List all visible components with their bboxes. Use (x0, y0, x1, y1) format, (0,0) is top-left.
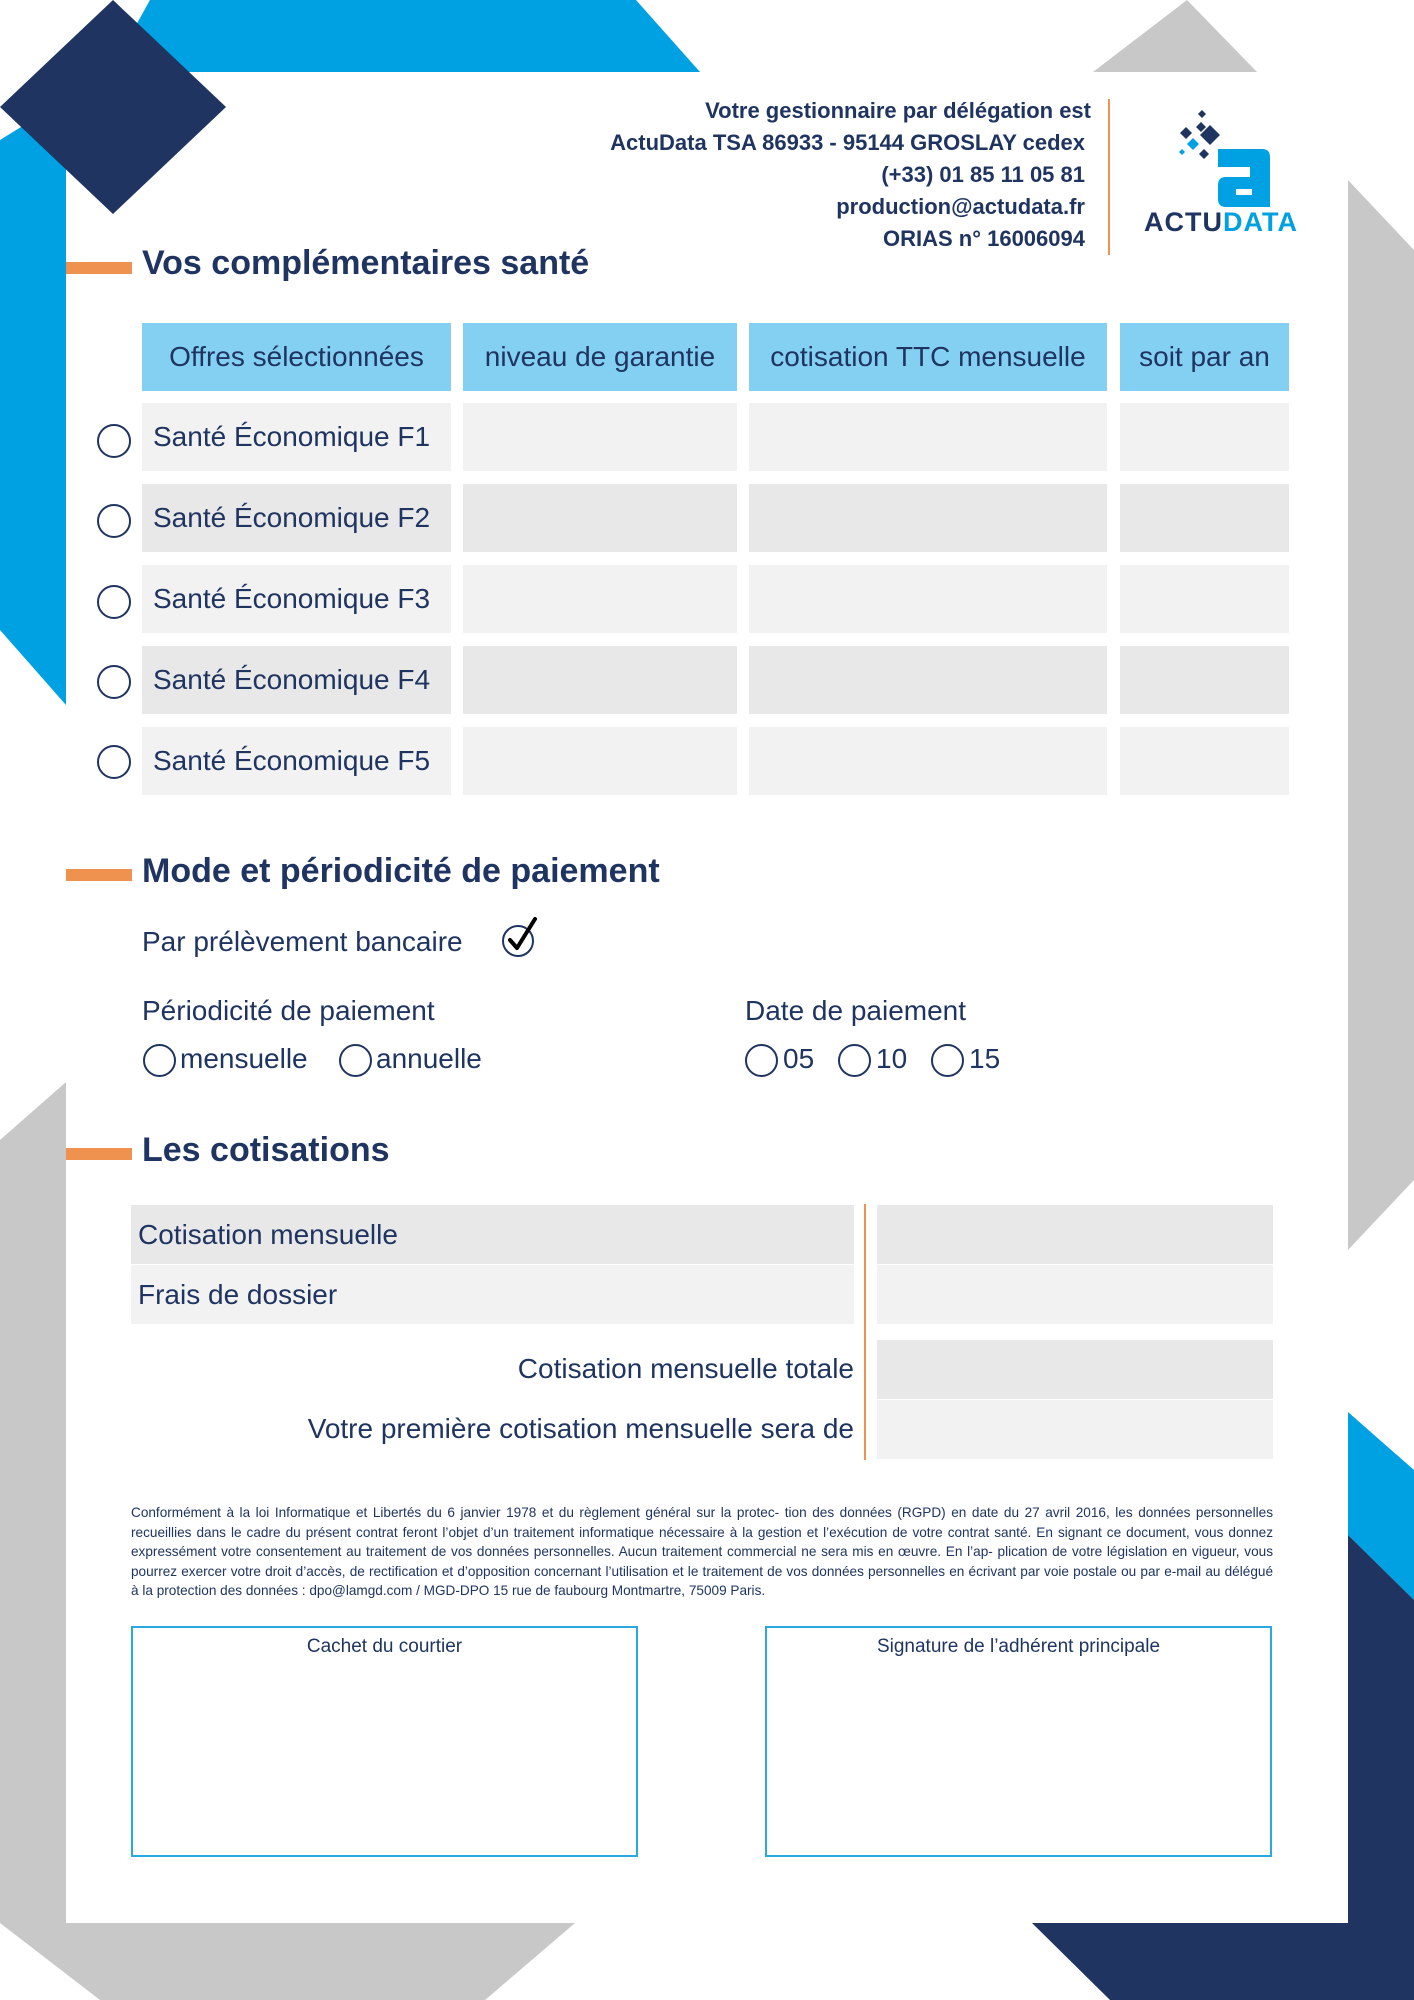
offer-par-an-f4[interactable] (1120, 646, 1289, 714)
offer-radio-f2[interactable] (97, 504, 131, 538)
offer-cotisation-f4[interactable] (749, 646, 1107, 714)
periodicite-radio-mensuelle[interactable] (143, 1044, 176, 1077)
periodicite-option-mensuelle: mensuelle (180, 1043, 308, 1074)
periodicite-option-annuelle: annuelle (376, 1043, 482, 1074)
offer-label-f4: Santé Économique F4 (142, 646, 451, 714)
section-title-cotisations: Les cotisations (142, 1131, 390, 1169)
signature-adherent-title: Signature de l’adhérent principale (876, 1636, 1161, 1657)
manager-phone: (+33) 01 85 11 05 81 (881, 162, 1085, 187)
offer-niveau-f3[interactable] (463, 565, 737, 633)
periodicite-label: Périodicité de paiement (142, 995, 435, 1026)
offer-radio-f4[interactable] (97, 665, 131, 699)
cotisation-mensuelle-label: Cotisation mensuelle (131, 1205, 854, 1264)
signature-adherent-box[interactable] (765, 1626, 1272, 1857)
offer-niveau-f5[interactable] (463, 727, 737, 795)
actudata-logo-icon (1170, 105, 1306, 211)
periodicite-radio-annuelle[interactable] (339, 1044, 372, 1077)
cachet-courtier-title: Cachet du courtier (306, 1636, 463, 1657)
actudata-logo-text: ACTUDATA (1144, 207, 1298, 237)
date-radio-15[interactable] (931, 1044, 964, 1077)
prelevement-label: Par prélèvement bancaire (142, 926, 463, 957)
offer-par-an-f2[interactable] (1120, 484, 1289, 552)
offer-niveau-f4[interactable] (463, 646, 737, 714)
offer-cotisation-f5[interactable] (749, 727, 1107, 795)
offer-radio-f5[interactable] (97, 745, 131, 779)
offer-par-an-f5[interactable] (1120, 727, 1289, 795)
legal-notice: Conformément à la loi Informatique et Libertés du 6 janvier 1978 et du règlement général sur la protec- tion des données (RGPD) en date du 27 avril 2016, les données personnelles recueillies dans le cadre du présent contrat feront l’objet d’un traitement informatique nécessaire à la gestion et l’exécution de votre contrat santé. En signant ce document, vous donnez expressément votre consentement au traitement de vos données personnelles. Aucun traitement commercial ne sera mis en œuvre. En l’ap- plication de votre législation en vigueur, vous pourrez exercer votre droit d’accès, de rectification et d’opposition concernant l’utilisation et le traitement de vos données personnelles en écrivant par voie postale ou par e-mail au délégué à la protection des données : dpo@lamgd.com / MGD-DPO 15 rue de faubourg Montmartre, 75009 Paris. (131, 1505, 1273, 1599)
date-radio-05[interactable] (745, 1044, 778, 1077)
offer-cotisation-f3[interactable] (749, 565, 1107, 633)
offer-radio-f3[interactable] (97, 585, 131, 619)
offer-radio-f1[interactable] (97, 424, 131, 458)
offer-niveau-f2[interactable] (463, 484, 737, 552)
frais-dossier-label: Frais de dossier (131, 1265, 854, 1324)
date-option-10: 10 (876, 1043, 908, 1074)
date-option-05: 05 (783, 1043, 815, 1074)
offer-label-f5: Santé Économique F5 (142, 727, 451, 795)
cotisation-totale-value[interactable] (877, 1340, 1273, 1399)
offer-label-f1: Santé Économique F1 (142, 403, 451, 471)
manager-address: ActuData TSA 86933 - 95144 GROSLAY cedex (610, 130, 1085, 155)
offer-cotisation-f2[interactable] (749, 484, 1107, 552)
offer-label-f2: Santé Économique F2 (142, 484, 451, 552)
date-option-15: 15 (969, 1043, 1001, 1074)
premiere-cotisation-label: Votre première cotisation mensuelle sera de (307, 1413, 854, 1444)
cotisation-mensuelle-value[interactable] (877, 1205, 1273, 1264)
date-radio-10[interactable] (838, 1044, 871, 1077)
manager-orias: ORIAS n° 16006094 (882, 226, 1085, 251)
cachet-courtier-box[interactable] (131, 1626, 638, 1857)
section-title-sante: Vos complémentaires santé (142, 244, 590, 282)
offer-cotisation-f1[interactable] (749, 403, 1107, 471)
header-separator (1108, 99, 1110, 255)
premiere-cotisation-value[interactable] (877, 1400, 1273, 1459)
section-marker (66, 262, 132, 274)
offer-par-an-f1[interactable] (1120, 403, 1289, 471)
offer-par-an-f3[interactable] (1120, 565, 1289, 633)
section-marker (66, 869, 132, 881)
column-header-offres: Offres sélectionnées (142, 323, 451, 391)
date-paiement-label: Date de paiement (745, 995, 967, 1026)
offer-label-f3: Santé Économique F3 (142, 565, 451, 633)
cotisation-totale-label: Cotisation mensuelle totale (517, 1353, 854, 1384)
prelevement-checkbox[interactable] (501, 916, 541, 960)
section-title-paiement: Mode et périodicité de paiement (142, 852, 660, 890)
manager-email: production@actudata.fr (836, 194, 1085, 219)
cotisations-separator (864, 1204, 866, 1460)
frais-dossier-value[interactable] (877, 1265, 1273, 1324)
column-header-cotisation: cotisation TTC mensuelle (749, 323, 1107, 391)
manager-line: Votre gestionnaire par délégation est (705, 98, 1091, 123)
offer-niveau-f1[interactable] (463, 403, 737, 471)
column-header-par-an: soit par an (1120, 323, 1289, 391)
section-marker (66, 1148, 132, 1160)
column-header-niveau: niveau de garantie (463, 323, 737, 391)
